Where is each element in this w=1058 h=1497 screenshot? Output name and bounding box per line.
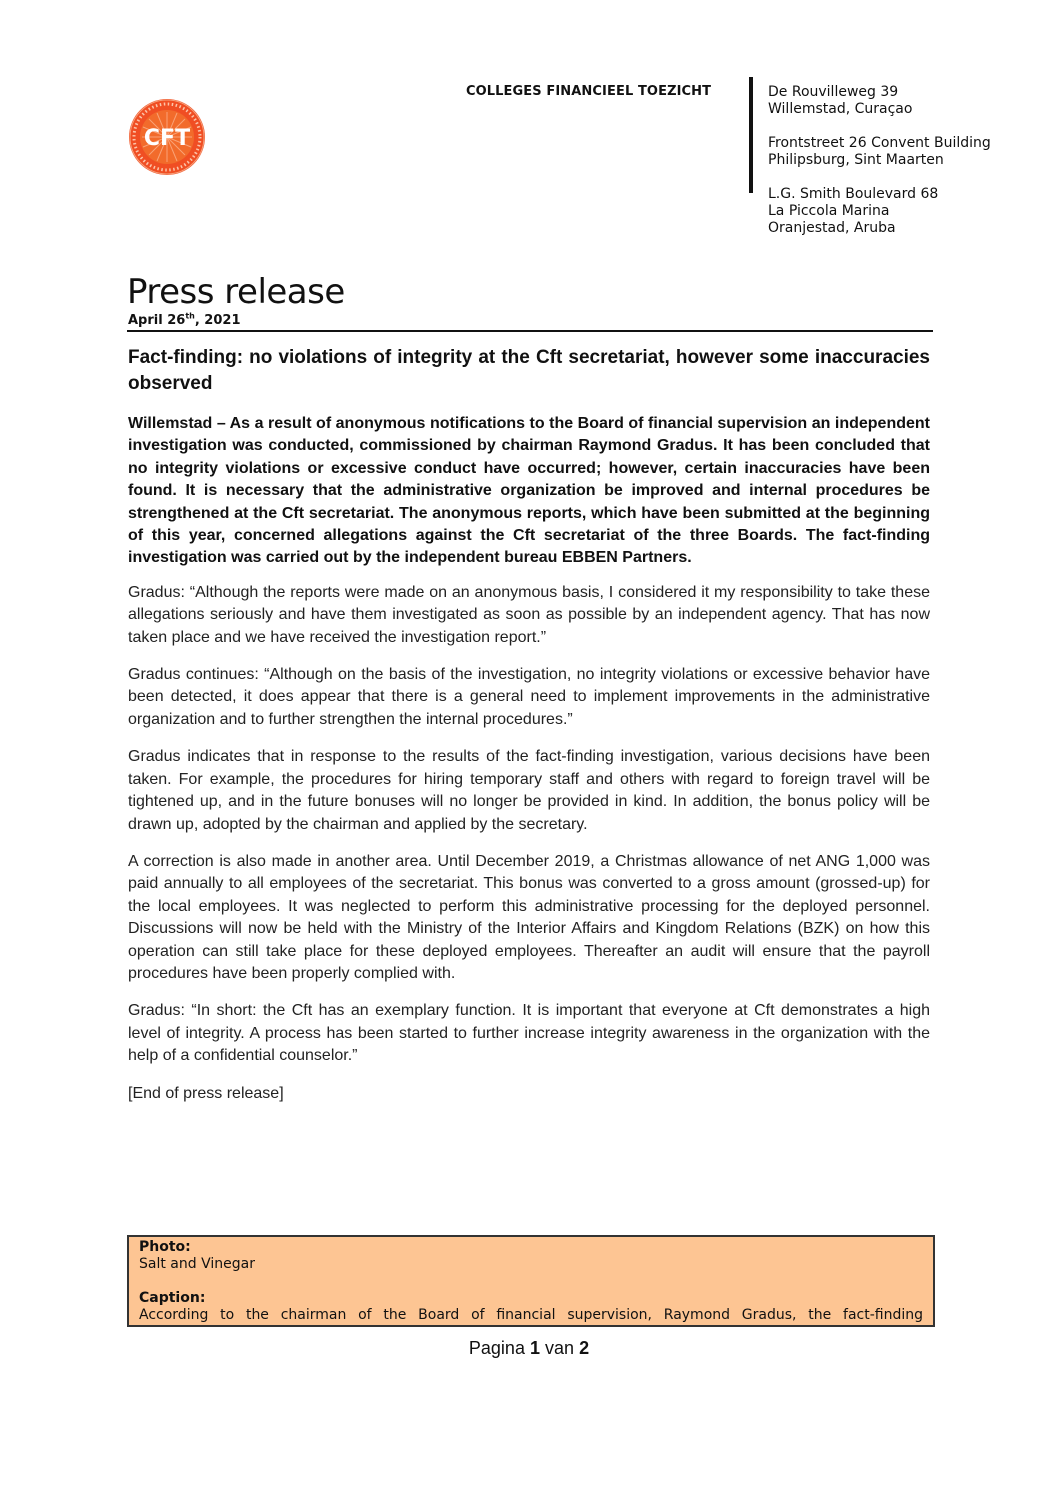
title-divider [127, 330, 933, 332]
date-suffix: th [185, 311, 195, 321]
address-line: L.G. Smith Boulevard 68 [768, 186, 939, 202]
photo-credit: Salt and Vinegar [139, 1256, 255, 1272]
cft-logo-icon [128, 98, 206, 176]
date-rest: , 2021 [194, 313, 241, 328]
body-paragraph: Gradus indicates that in response to the results of the fact-finding investigation, various decisions have been taken. For example, the procedures for hiring temporary staff and others with regard to foreign travel will be tightened up, and in the future bonuses will no longer be provided in kind. In addition, the bonus policy will be drawn up, adopted by the chairman and applied by the secretary. [128, 748, 930, 833]
release-date [128, 313, 241, 328]
office-addresses [768, 84, 991, 254]
page-number-footer [0, 1338, 1058, 1359]
current-page: 1 [529, 1338, 540, 1358]
caption-label: Caption: [139, 1290, 206, 1306]
end-of-release-note: [End of press release] [128, 1084, 284, 1102]
address-line: Frontstreet 26 Convent Building [768, 135, 991, 151]
header-divider [749, 77, 753, 193]
page-prefix: Pagina [468, 1338, 525, 1358]
body-paragraph: Gradus: “In short: the Cft has an exemplary function. It is important that everyone at Cft demonstrates a high level of integrity. A process has been started to further increase integrity awareness in the organization with the help of a confidential counselor.” [128, 1002, 930, 1065]
address-line: La Piccola Marina [768, 203, 890, 219]
body-paragraph: A correction is also made in another area. Until December 2019, a Christmas allowance of net ANG 1,000 was paid annually to all employees of the secretariat. This bonus was converted to a gross amount (grossed-up) for the local employees. It was neglected to perform this administrative processing for the deployed personnel. Discussions will now be held with the Ministry of the Interior Affairs and Kingdom Relations (BZK) on how this operation can still take place for these deployed employees. Thereafter an audit will ensure that the payroll procedures have been properly complied with. [128, 852, 930, 982]
address-sint-maarten [768, 135, 991, 169]
caption-text: According to the chairman of the Board of financial supervision, Raymond Gradus, the fact-finding [139, 1307, 923, 1323]
address-line: Philipsburg, Sint Maarten [768, 152, 944, 168]
headline: Fact-finding: no violations of integrity at the Cft secretariat, however some inaccuracies observed [128, 347, 930, 394]
logo-text: CFT [143, 126, 191, 151]
press-release-body [128, 345, 930, 1105]
page-title: Press release [127, 272, 345, 312]
address-line: Oranjestad, Aruba [768, 220, 896, 236]
org-name: COLLEGES FINANCIEEL TOEZICHT [466, 84, 712, 99]
page-separator: van [545, 1338, 575, 1358]
lead-paragraph: Willemstad – As a result of anonymous notifications to the Board of financial supervision an independent investigation was conducted, commissioned by chairman Raymond Gradus. It has been concluded that no integrity violations or excessive conduct have occurred; however, certain inaccuracies have been found. It is necessary that the administrative organization be improved and internal procedures be strengthened at the Cft secretariat. The anonymous reports, which have been submitted at the beginning of this year, concerned allegations against the Cft secretariat of the three Boards. The fact-finding investigation was carried out by the independent bureau EBBEN Partners. [128, 415, 930, 567]
photo-info-box [127, 1235, 935, 1327]
cft-logo [128, 98, 206, 176]
body-paragraph: Gradus continues: “Although on the basis of the investigation, no integrity violations or excessive behavior have been detected, it does appear that there is a general need to implement improvements in the administrative organization and to further strengthen the internal procedures.” [128, 666, 930, 728]
address-curacao [768, 84, 991, 118]
total-pages: 2 [579, 1338, 590, 1358]
address-aruba [768, 186, 991, 237]
address-line: Willemstad, Curaçao [768, 101, 913, 117]
date-prefix: April 26 [128, 313, 186, 328]
body-paragraph: Gradus: “Although the reports were made on an anonymous basis, I considered it my responsibility to take these allegations seriously and have them investigated as soon as possible by an independent agency. That has now taken place and we have received the investigation report.” [128, 583, 930, 646]
photo-label: Photo: [139, 1239, 191, 1255]
address-line: De Rouvilleweg 39 [768, 84, 899, 100]
